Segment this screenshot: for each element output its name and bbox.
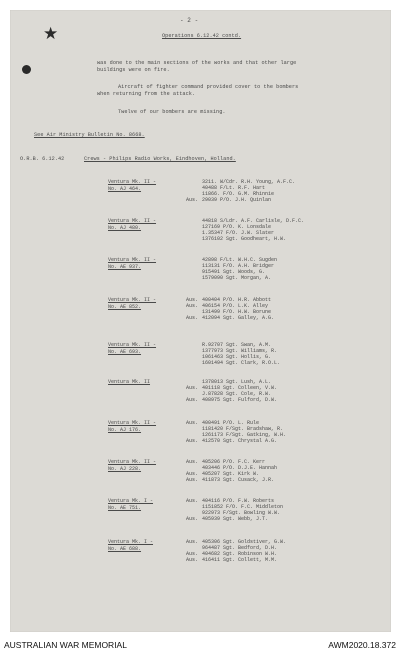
- crew-serial: No. AE 693.: [108, 349, 142, 355]
- crew-nationality: Aus.: [186, 557, 199, 563]
- crew-serial: No. AE 688.: [108, 546, 142, 552]
- crew-member: 401118 Sgt. Colleen, V.W.: [202, 385, 278, 391]
- crew-member: 131499 F/O. H.W. Borune: [202, 309, 272, 315]
- crew-nationality: Aus.: [186, 459, 199, 465]
- crew-member: 1061463 Sgt. Hollis, G.: [202, 354, 272, 360]
- crew-member: 405939 Sgt. Webb, J.T.: [202, 516, 269, 522]
- para2-line1: Aircraft of fighter command provided cover to the bombers: [118, 84, 299, 90]
- crew-nationality: Aus.: [186, 498, 199, 504]
- crew-nationality: Aus.: [186, 397, 199, 403]
- crew-member: 1.35347 F/O. J.W. Slater: [202, 230, 275, 236]
- para2-line2: when returning from the attack.: [97, 91, 196, 97]
- crew-nationality: Aus.: [186, 551, 199, 557]
- crew-aircraft: Ventura Mk. II: [108, 379, 151, 385]
- crew-aircraft: Ventura Mk. II -: [108, 342, 157, 348]
- document-page: [10, 10, 391, 632]
- crew-serial: No. AJ 228.: [108, 466, 142, 472]
- crew-aircraft: Ventura Mk. II -: [108, 179, 157, 185]
- crew-nationality: Aus.: [186, 539, 199, 545]
- crew-member: 42898 F/Lt. W.H.C. Sugden: [202, 257, 278, 263]
- crew-serial: No. AJ 176.: [108, 427, 142, 433]
- crew-nationality: Aus.: [186, 477, 199, 483]
- crew-aircraft: Ventura Mk. I -: [108, 498, 154, 504]
- crew-aircraft: Ventura Mk. II -: [108, 257, 157, 263]
- crew-aircraft: Ventura Mk. II -: [108, 420, 157, 426]
- para3: Twelve of our bombers are missing.: [118, 109, 226, 115]
- crew-serial: No. AE 852.: [108, 304, 142, 310]
- crew-nationality: Aus.: [186, 303, 199, 309]
- page-heading: Operations 6.12.42 contd.: [162, 33, 242, 39]
- crew-member: 1601494 Sgt. Clark, R.O.L.: [202, 360, 281, 366]
- crew-member: 1378013 Sgt. Lush, A.L.: [202, 379, 272, 385]
- crew-member: 416411 Sgt. Collett, M.M.: [202, 557, 278, 563]
- crew-member: 964487 Sgt. Bedford, D.H.: [202, 545, 278, 551]
- crew-nationality: Aus.: [186, 197, 199, 203]
- crew-member: 404116 P/O. F.W. Roberts: [202, 498, 275, 504]
- crew-serial: No. AJ 464.: [108, 186, 142, 192]
- crew-member: J.87828 Sgt. Cole, R.W.: [202, 391, 272, 397]
- crew-member: 403446 P/O. D.J.E. Hannah: [202, 465, 278, 471]
- crew-member: 113131 F/O. A.H. Bridger: [202, 263, 275, 269]
- crew-member: 127169 P/O. K. Lonsdale: [202, 224, 272, 230]
- crew-member: 405306 Sgt. Goldstiver, G.W.: [202, 539, 287, 545]
- crew-nationality: Aus.: [186, 471, 199, 477]
- crew-nationality: Aus.: [186, 438, 199, 444]
- crew-member: 3211. W/Cdr. R.H. Young, A.F.C.: [202, 179, 296, 185]
- crew-member: 406154 P/O. L.K. Alley: [202, 303, 269, 309]
- crew-member: 1151852 F/O. F.C. Middleton: [202, 504, 284, 510]
- crew-nationality: Aus.: [186, 385, 199, 391]
- bulletin-reference: See Air Ministry Bulletin No. 8668.: [34, 132, 145, 138]
- crew-member: 11866. F/O. G.M. Rhinnie: [202, 191, 275, 197]
- orb-date: O.R.B. 6.12.42: [20, 156, 65, 162]
- crew-aircraft: Ventura Mk. I -: [108, 539, 154, 545]
- crew-member: 408975 Sgt. Fulford, D.W.: [202, 397, 278, 403]
- crew-member: 1261173 F/Sgt. Gatking, W.H.: [202, 432, 287, 438]
- crew-member: 412570 Sgt. Chrystal A.G.: [202, 438, 278, 444]
- crew-nationality: Aus.: [186, 297, 199, 303]
- para1-line1: was done to the main sections of the works and that other large: [97, 60, 297, 66]
- crew-member: 405206 P/O. F.C. Kerr: [202, 459, 266, 465]
- crew-member: 44818 S/Ldr. A.F. Carlisle, D.F.C.: [202, 218, 305, 224]
- crew-nationality: Aus.: [186, 315, 199, 321]
- punch-hole: [22, 65, 31, 74]
- page-number: - 2 -: [180, 17, 199, 24]
- crew-member: 40488 F/Lt. R.F. Hart: [202, 185, 266, 191]
- crew-serial: No. AE 751.: [108, 505, 142, 511]
- crew-member: 1376102 Sgt. Goodheart, H.W.: [202, 236, 287, 242]
- crew-member: 400491 P/O. L. Rule: [202, 420, 260, 426]
- crew-member: 29039 P/O. J.H. Quinlan: [202, 197, 272, 203]
- crews-heading: Crews - Philips Radio Works, Eindhoven, Holland.: [84, 156, 236, 162]
- crew-member: 1181420 F/Sgt. Bradshaw, R.: [202, 426, 284, 432]
- crew-member: 400404 P/O. H.R. Abbott: [202, 297, 272, 303]
- crew-nationality: Aus.: [186, 420, 199, 426]
- footer-institution: AUSTRALIAN WAR MEMORIAL: [4, 640, 127, 650]
- crew-member: 405207 Sgt. Kirk W.: [202, 471, 260, 477]
- crew-aircraft: Ventura Mk. II -: [108, 459, 157, 465]
- crew-member: 412094 Sgt. Galley, A.G.: [202, 315, 275, 321]
- crew-member: 915491 Sgt. Woods, G.: [202, 269, 266, 275]
- crew-member: 404682 Sgt. Robinson W.H.: [202, 551, 278, 557]
- footer-accession: AWM2020.18.372: [328, 640, 396, 650]
- crew-member: R.92707 Sgt. Swan, A.M.: [202, 342, 272, 348]
- crew-member: 1579090 Sgt. Morgan, A.: [202, 275, 272, 281]
- crew-serial: No. AE 937.: [108, 264, 142, 270]
- crew-member: 922973 F/Sgt. Bowling W.W.: [202, 510, 281, 516]
- crew-nationality: Aus.: [186, 516, 199, 522]
- crew-member: 411873 Sgt. Cusack, J.R.: [202, 477, 275, 483]
- star-mark: ★: [43, 24, 59, 44]
- crew-aircraft: Ventura Mk. II -: [108, 218, 157, 224]
- crew-aircraft: Ventura Mk. II -: [108, 297, 157, 303]
- crew-serial: No. AJ 480.: [108, 225, 142, 231]
- crew-member: 1377973 Sgt. Williams, R.: [202, 348, 278, 354]
- para1-line2: buildings were on fire.: [97, 67, 170, 73]
